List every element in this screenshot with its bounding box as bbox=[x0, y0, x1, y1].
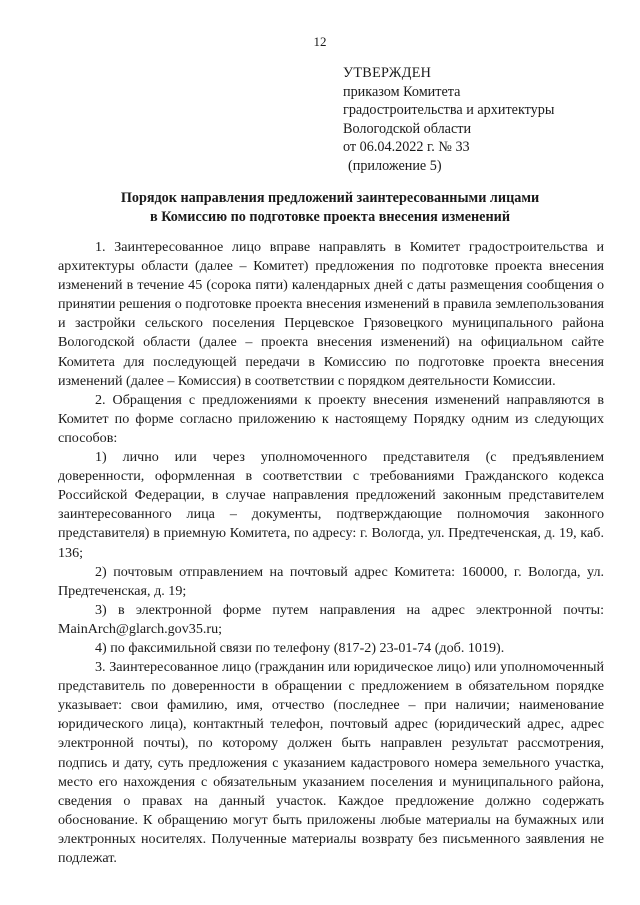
approval-line: приказом Комитета bbox=[343, 83, 461, 100]
list-item-3: 3) в электронной форме путем направления на адрес электронной почты: MainArch@glarch.gov35.ru; bbox=[58, 601, 604, 637]
approval-appendix: (приложение 5) bbox=[348, 157, 442, 174]
approval-line: Вологодской области bbox=[343, 120, 472, 137]
paragraph-3: 3. Заинтересованное лицо (гражданин или юридическое лицо) или уполномоченный представитель по доверенности в обращении с предложением в обязательном порядке указывает: свои фамилию, имя, отчество (последнее – при наличии; наименование юридического лица), контактный телефон, почтовый адрес (юридический адрес, адрес электронной почты), по которому должен быть направлен результат рассмотрения, подпись и дату, суть предложения с указанием кадастрового номера земельного участка, место его нахождения с обязательным указанием поселения и муниципального района, сведения о правах на данный участок. Каждое предложение должно содержать обоснование. К обращению могут быть приложены любые материалы на бумажных или электронных носителях. Полученные материалы возврату без письменного заявления не подлежат. bbox=[58, 659, 604, 866]
list-item-4: 4) по факсимильной связи по телефону (817-2) 23-01-74 (доб. 1019). bbox=[95, 639, 505, 656]
approval-heading: УТВЕРЖДЕН bbox=[343, 65, 432, 81]
list-item-2: 2) почтовым отправлением на почтовый адрес Комитета: 160000, г. Вологда, ул. Предтеченская, д. 19; bbox=[58, 563, 604, 599]
document-body bbox=[58, 238, 604, 868]
title-line-1: Порядок направления предложений заинтересованными лицами bbox=[120, 190, 540, 206]
paragraph-1: 1. Заинтересованное лицо вправе направлять в Комитет градостроительства и архитектуры области (далее – Комитет) предложения по подготовке проекта внесения изменений в течение 45 (сорока пяти) календарных дней с даты размещения сообщения о принятии решения о подготовке проекта внесения изменений в правила землепользования и застройки сельского поселения Перцевское Грязовецкого муниципального района Вологодской области (далее – проекта внесения изменений) на официальном сайте Комитета для последующей передачи в Комиссию по подготовке проекта внесения изменений (далее – Комиссия) в соответствии с порядком деятельности Комиссии. bbox=[58, 239, 604, 389]
document-title bbox=[60, 189, 600, 227]
approval-block bbox=[343, 64, 554, 176]
approval-date-number: от 06.04.2022 г. № 33 bbox=[343, 139, 470, 156]
list-item-1: 1) лично или через уполномоченного представителя (с предъявлением доверенности, оформленная в соответствии с требованиями Гражданского кодекса Российской Федерации, в случае направления предложений законным представителем заинтересованного лица – документы, подтверждающие полномочия законного представителя) в приемную Комитета, по адресу: г. Вологда, ул. Предтеченская, д. 19, каб. 136; bbox=[58, 449, 604, 561]
approval-line: градостроительства и архитектуры bbox=[343, 102, 555, 119]
paragraph-2: 2. Обращения с предложениями к проекту внесения изменений направляются в Комитет по форме согласно приложению к настоящему Порядку одним из следующих способов: bbox=[58, 391, 604, 446]
title-line-2: в Комиссию по подготовке проекта внесения изменений bbox=[150, 209, 510, 225]
page-number: 12 bbox=[313, 34, 327, 49]
